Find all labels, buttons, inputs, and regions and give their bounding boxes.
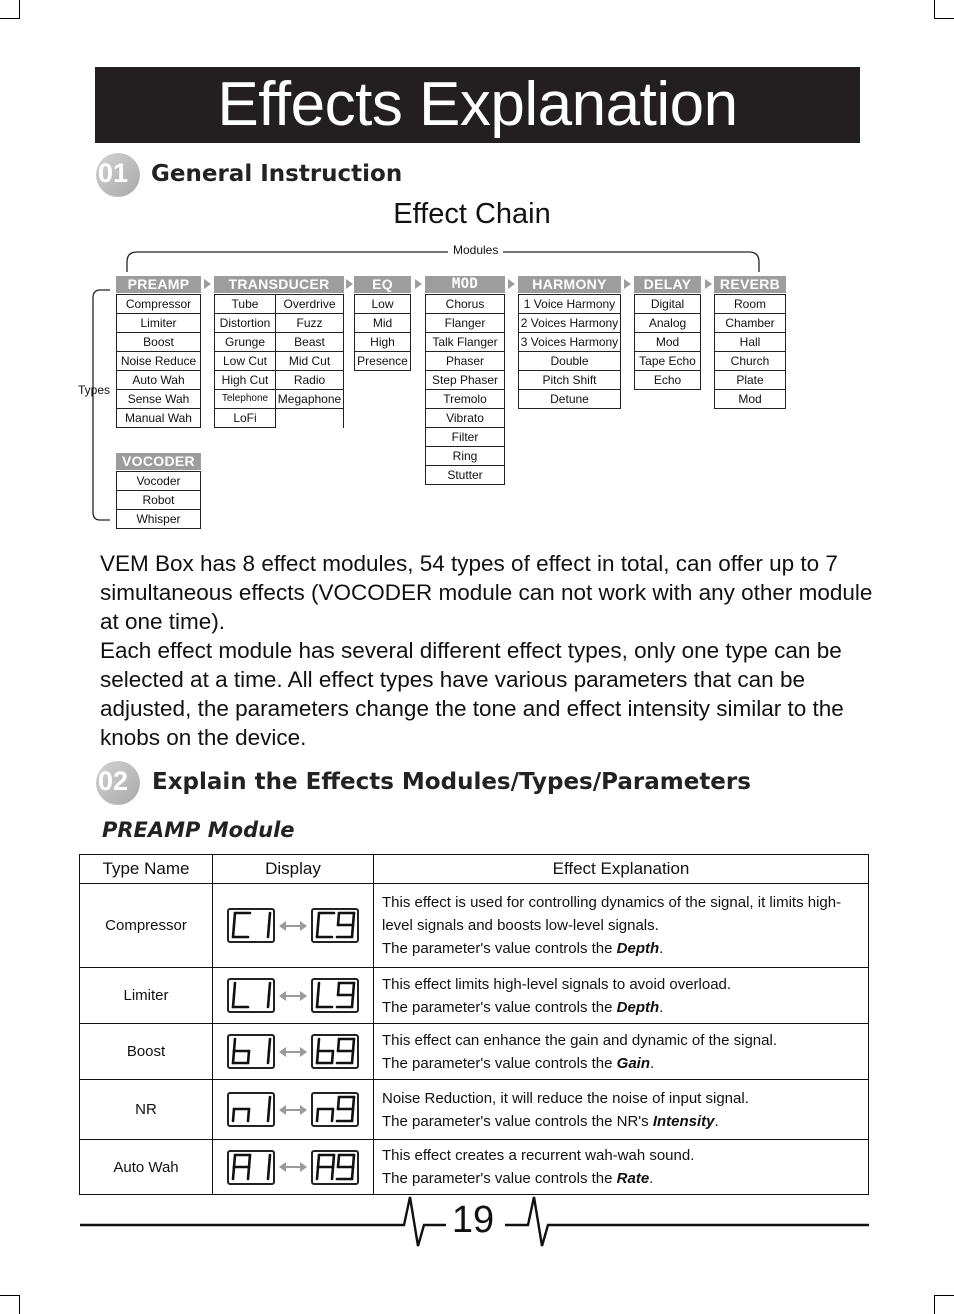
display-to-readout (311, 1150, 359, 1185)
effect-type: Ring (426, 447, 504, 466)
explanation-cell (374, 968, 869, 1024)
column-header: Display (213, 855, 374, 884)
parameter-suffix: . (649, 1170, 654, 1187)
description-paragraph: VEM Box has 8 effect modules, 54 types of effect in total, can offer up to 7 simultaneous effects (VOCODER module can not work with any other module at one time). (100, 551, 873, 634)
double-arrow-icon (278, 1104, 308, 1116)
parameter-prefix: The parameter's value controls the (382, 1054, 617, 1072)
section-number-badge: 01 (96, 153, 140, 197)
section-title: Explain the Effects Modules/Types/Parameters (152, 769, 751, 795)
column-header: Effect Explanation (374, 855, 869, 884)
section-title: General Instruction (151, 161, 403, 187)
effect-type: 1 Voice Harmony (519, 295, 620, 314)
column-header: Type Name (80, 855, 213, 884)
display-from-readout (227, 908, 275, 943)
type-name: Boost (80, 1024, 213, 1080)
effect-type: Mid Cut (276, 352, 343, 371)
effect-type: Beast (276, 333, 343, 352)
module-header: VOCODER (116, 453, 201, 470)
explanation-cell (374, 884, 869, 968)
explanation-cell (374, 1140, 869, 1195)
chain-arrow-icon (624, 279, 631, 289)
effect-type: Chorus (426, 295, 504, 314)
effect-type: Tape Echo (635, 352, 700, 371)
parameter-suffix: . (659, 940, 664, 957)
display-from-readout (227, 978, 275, 1013)
display-to-readout (311, 1034, 359, 1069)
effect-type: Distortion (215, 314, 275, 333)
types-label: Types (78, 383, 111, 397)
parameter-name: Depth (616, 940, 660, 957)
parameter-name: Rate (616, 1170, 650, 1187)
parameter-prefix: The parameter's value controls the NR's (382, 1112, 653, 1130)
module-subtitle: PREAMP Module (102, 818, 295, 842)
chain-arrow-icon (204, 279, 211, 289)
effect-type: Boost (117, 333, 200, 352)
display-from-readout (227, 1034, 275, 1069)
module-header: EQ (354, 276, 411, 293)
display-from-readout (227, 1150, 275, 1185)
parameter-line (382, 1167, 860, 1190)
effect-type: Manual Wah (117, 409, 200, 428)
display-cell (213, 968, 374, 1024)
section-number-badge: 02 (96, 761, 140, 805)
parameter-name: Depth (616, 998, 660, 1016)
effect-type: Megaphone (276, 390, 343, 409)
effect-type: Step Phaser (426, 371, 504, 390)
parameter-suffix: . (714, 1112, 719, 1130)
parameter-name: Gain (616, 1054, 650, 1072)
effect-type: Limiter (117, 314, 200, 333)
effect-type: High Cut (215, 371, 275, 390)
parameter-prefix: The parameter's value controls the (382, 940, 617, 957)
parameter-name: Intensity (652, 1112, 715, 1130)
module-header: HARMONY (518, 276, 621, 293)
table-row (80, 968, 869, 1024)
effect-type: Noise Reduce (117, 352, 200, 371)
display-from-readout (227, 1092, 275, 1127)
parameter-line (382, 1052, 860, 1075)
crop-mark (19, 1296, 20, 1314)
effect-type: Grunge (215, 333, 275, 352)
effect-type: Whisper (117, 510, 200, 529)
effect-type: Pitch Shift (519, 371, 620, 390)
page-number: 19 (451, 1199, 495, 1241)
parameter-line (382, 1110, 860, 1133)
explanation-text: This effect creates a recurrent wah-wah sound. (382, 1147, 695, 1164)
parameter-prefix: The parameter's value controls the (382, 1170, 617, 1187)
parameter-suffix: . (659, 998, 664, 1016)
type-name: Limiter (80, 968, 213, 1024)
effect-type: Robot (117, 491, 200, 510)
module-header: MOD (425, 276, 505, 293)
chain-arrow-icon (508, 279, 515, 289)
double-arrow-icon (278, 990, 308, 1002)
effect-type: Church (715, 352, 785, 371)
display-to-readout (311, 908, 359, 943)
effect-type: Talk Flanger (426, 333, 504, 352)
effect-type: Plate (715, 371, 785, 390)
display-to-readout (311, 1092, 359, 1127)
effect-type: Low (355, 295, 410, 314)
effect-type: 3 Voices Harmony (519, 333, 620, 352)
effect-type: Radio (276, 371, 343, 390)
explanation-text: This effect can enhance the gain and dynamic of the signal. (382, 1031, 777, 1049)
explanation-cell (374, 1080, 869, 1140)
effect-type: Presence (355, 352, 410, 371)
module-header: PREAMP (116, 276, 201, 293)
effect-type: Echo (635, 371, 700, 390)
table-row (80, 1080, 869, 1140)
effect-type: Fuzz (276, 314, 343, 333)
chain-arrow-icon (415, 279, 422, 289)
module-header: TRANSDUCER (214, 276, 344, 293)
effect-type: Filter (426, 428, 504, 447)
crop-mark (934, 1296, 935, 1314)
effect-type: 2 Voices Harmony (519, 314, 620, 333)
parameter-line (382, 996, 860, 1019)
module-header: DELAY (634, 276, 701, 293)
explanation-text: This effect limits high-level signals to avoid overload. (382, 975, 732, 993)
parameter-suffix: . (650, 1054, 655, 1072)
crop-mark (934, 1295, 954, 1296)
effect-type: Detune (519, 390, 620, 409)
effect-type: LoFi (215, 409, 275, 428)
effect-type: Analog (635, 314, 700, 333)
type-name: Compressor (80, 884, 213, 968)
description-paragraph: Each effect module has several different effect types, only one type can be selected at a time. All effect types have various parameters that can be adjusted, the parameters change the tone and effect intensity similar to the knobs on the device. (100, 638, 844, 750)
effect-type: Flanger (426, 314, 504, 333)
effect-type: Compressor (117, 295, 200, 314)
modules-label: Modules (448, 243, 503, 257)
explanation-text: This effect is used for controlling dynamics of the signal, it limits high-level signals and boosts low-level signals. (382, 894, 842, 934)
effect-type: High (355, 333, 410, 352)
display-cell (213, 1140, 374, 1195)
parameter-prefix: The parameter's value controls the (382, 998, 617, 1016)
display-cell (213, 884, 374, 968)
chain-arrow-icon (346, 279, 353, 289)
double-arrow-icon (278, 1161, 308, 1173)
effect-chain-title: Effect Chain (393, 198, 551, 230)
effect-type: Telephone (215, 390, 275, 409)
explanation-text: Noise Reduction, it will reduce the noise of input signal. (382, 1089, 749, 1107)
effect-type: Chamber (715, 314, 785, 333)
effect-type: Phaser (426, 352, 504, 371)
table-row (80, 1024, 869, 1080)
effect-type: Mid (355, 314, 410, 333)
effect-type: Room (715, 295, 785, 314)
effect-type: Mod (635, 333, 700, 352)
table-row (80, 884, 869, 968)
effect-type: Double (519, 352, 620, 371)
effect-type: Overdrive (276, 295, 343, 314)
effect-type: Hall (715, 333, 785, 352)
table-row (80, 1140, 869, 1195)
effect-type: Mod (715, 390, 785, 409)
effect-type: Tremolo (426, 390, 504, 409)
crop-mark (0, 1295, 20, 1296)
double-arrow-icon (278, 1046, 308, 1058)
display-cell (213, 1080, 374, 1140)
module-header: REVERB (714, 276, 786, 293)
display-cell (213, 1024, 374, 1080)
effect-type: Vibrato (426, 409, 504, 428)
effect-type: Vocoder (117, 472, 200, 491)
effect-type: Stutter (426, 466, 504, 485)
effect-type: Low Cut (215, 352, 275, 371)
effect-type: Digital (635, 295, 700, 314)
chain-arrow-icon (705, 279, 712, 289)
double-arrow-icon (278, 920, 308, 932)
description (100, 549, 880, 752)
page-title: Effects Explanation (217, 70, 738, 139)
effect-type: Tube (215, 295, 275, 314)
effects-table (79, 854, 869, 1195)
explanation-cell (374, 1024, 869, 1080)
effect-type: Sense Wah (117, 390, 200, 409)
parameter-line (382, 937, 860, 960)
type-name: NR (80, 1080, 213, 1140)
effect-type: Auto Wah (117, 371, 200, 390)
display-to-readout (311, 978, 359, 1013)
type-name: Auto Wah (80, 1140, 213, 1195)
